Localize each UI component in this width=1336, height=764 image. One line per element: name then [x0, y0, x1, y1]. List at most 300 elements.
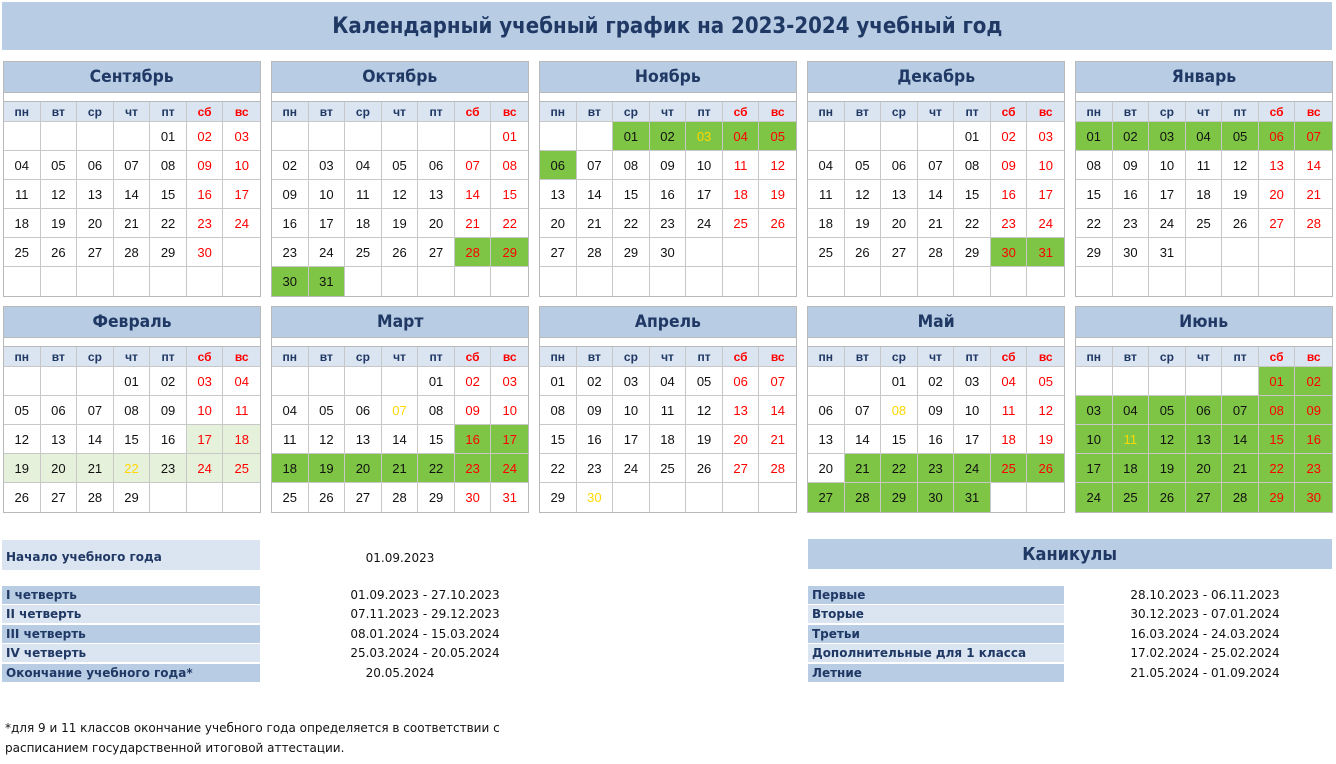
day-cell: 17: [187, 425, 224, 454]
footnote-line-2: расписанием государственной итоговой аттестации.: [5, 741, 345, 755]
day-cell: 03: [309, 151, 346, 180]
day-cell: 01: [418, 367, 455, 396]
empty-cell: [723, 238, 760, 267]
weekday-header: пн: [4, 102, 41, 122]
day-cell: 22: [540, 454, 577, 483]
day-cell: 05: [1222, 122, 1259, 151]
day-cell: 27: [808, 483, 845, 512]
day-cell: 10: [686, 151, 723, 180]
day-cell: 17: [491, 425, 528, 454]
day-cell: 19: [41, 209, 78, 238]
day-cell: 09: [1113, 151, 1150, 180]
empty-cell: [150, 483, 187, 512]
weekday-header: чт: [1186, 102, 1223, 122]
day-cell: 06: [1259, 122, 1296, 151]
day-cell: 14: [845, 425, 882, 454]
day-cell: 03: [954, 367, 991, 396]
day-cell: 01: [1259, 367, 1296, 396]
day-cell: 29: [491, 238, 528, 267]
day-cell: 29: [114, 483, 151, 512]
day-cell: 29: [954, 238, 991, 267]
day-cell: 07: [845, 396, 882, 425]
empty-cell: [150, 267, 187, 296]
empty-cell: [1259, 238, 1296, 267]
month-title: [808, 307, 1064, 338]
weekday-header: вт: [577, 347, 614, 367]
day-cell: 10: [1027, 151, 1064, 180]
day-cell: 25: [4, 238, 41, 267]
day-cell: 28: [759, 454, 796, 483]
month-spacer: [808, 93, 1064, 102]
day-cell: 14: [114, 180, 151, 209]
month-title-text: Январь: [1171, 67, 1237, 87]
day-cell: 29: [613, 238, 650, 267]
weekday-header: вт: [41, 102, 78, 122]
day-cell: 12: [759, 151, 796, 180]
day-cell: 12: [41, 180, 78, 209]
day-cell: 02: [455, 367, 492, 396]
day-cell: 06: [540, 151, 577, 180]
end-label: [2, 664, 260, 682]
month-days-grid: [1076, 102, 1332, 296]
day-cell: 21: [759, 425, 796, 454]
month-title: [272, 62, 528, 93]
month-days-grid: [540, 102, 796, 296]
day-cell: 12: [4, 425, 41, 454]
day-cell: 23: [187, 209, 224, 238]
day-cell: 17: [1149, 180, 1186, 209]
day-cell: 03: [223, 122, 260, 151]
day-cell: 13: [41, 425, 78, 454]
month-spacer: [1076, 338, 1332, 347]
weekday-header: вс: [223, 102, 260, 122]
weekday-header: чт: [1186, 347, 1223, 367]
day-cell: 10: [954, 396, 991, 425]
day-cell: 19: [382, 209, 419, 238]
day-cell: 23: [455, 454, 492, 483]
empty-cell: [759, 483, 796, 512]
day-cell: 23: [577, 454, 614, 483]
day-cell: 05: [382, 151, 419, 180]
month-title: [4, 307, 260, 338]
footnote: [5, 718, 500, 758]
day-cell: 24: [1076, 483, 1113, 512]
day-cell: 18: [4, 209, 41, 238]
day-cell: 19: [309, 454, 346, 483]
day-cell: 16: [991, 180, 1028, 209]
day-cell: 15: [540, 425, 577, 454]
day-cell: 21: [77, 454, 114, 483]
weekday-header: пт: [150, 102, 187, 122]
weekday-header: ср: [77, 347, 114, 367]
day-cell: 17: [1076, 454, 1113, 483]
day-cell: 12: [382, 180, 419, 209]
day-cell: 23: [150, 454, 187, 483]
weekday-header: вс: [1295, 102, 1332, 122]
day-cell: 23: [991, 209, 1028, 238]
vacation-dates: 16.03.2024 - 24.03.2024: [1130, 627, 1280, 641]
weekday-header: пн: [808, 347, 845, 367]
month-days-grid: [272, 102, 528, 296]
weekday-header: пт: [150, 347, 187, 367]
day-cell: 01: [540, 367, 577, 396]
day-cell: 13: [1186, 425, 1223, 454]
day-cell: 11: [272, 425, 309, 454]
day-cell: 08: [540, 396, 577, 425]
month-calendar: [807, 61, 1065, 297]
day-cell: 03: [491, 367, 528, 396]
empty-cell: [382, 367, 419, 396]
day-cell: 26: [1027, 454, 1064, 483]
day-cell: 26: [4, 483, 41, 512]
empty-cell: [223, 238, 260, 267]
day-cell: 02: [1295, 367, 1332, 396]
day-cell: 31: [954, 483, 991, 512]
vacations-title: [808, 539, 1332, 569]
weekday-header: вт: [1113, 102, 1150, 122]
day-cell: 31: [309, 267, 346, 296]
month-spacer: [540, 338, 796, 347]
weekday-header: пт: [954, 347, 991, 367]
month-title-text: Декабрь: [897, 67, 975, 87]
day-cell: 04: [345, 151, 382, 180]
day-cell: 17: [954, 425, 991, 454]
day-cell: 06: [77, 151, 114, 180]
month-calendar: [539, 61, 797, 297]
day-cell: 24: [309, 238, 346, 267]
day-cell: 25: [650, 454, 687, 483]
day-cell: 07: [577, 151, 614, 180]
day-cell: 28: [918, 238, 955, 267]
month-title-text: Сентябрь: [89, 67, 175, 87]
day-cell: 13: [1259, 151, 1296, 180]
empty-cell: [223, 483, 260, 512]
empty-cell: [686, 267, 723, 296]
day-cell: 29: [1076, 238, 1113, 267]
day-cell: 11: [723, 151, 760, 180]
month-title: [808, 62, 1064, 93]
empty-cell: [613, 267, 650, 296]
day-cell: 26: [759, 209, 796, 238]
weekday-header: чт: [382, 347, 419, 367]
weekday-header: вт: [309, 102, 346, 122]
month-calendar: [3, 61, 261, 297]
empty-cell: [418, 122, 455, 151]
day-cell: 16: [918, 425, 955, 454]
day-cell: 26: [845, 238, 882, 267]
day-cell: 29: [1259, 483, 1296, 512]
day-cell: 15: [881, 425, 918, 454]
month-days-grid: [1076, 347, 1332, 512]
day-cell: 03: [1149, 122, 1186, 151]
day-cell: 26: [686, 454, 723, 483]
day-cell: 22: [1076, 209, 1113, 238]
weekday-header: пн: [1076, 102, 1113, 122]
day-cell: 04: [808, 151, 845, 180]
day-cell: 03: [613, 367, 650, 396]
day-cell: 30: [455, 483, 492, 512]
day-cell: 14: [918, 180, 955, 209]
day-cell: 14: [455, 180, 492, 209]
day-cell: 13: [723, 396, 760, 425]
weekday-header: ср: [613, 102, 650, 122]
weekday-header: вс: [1295, 347, 1332, 367]
day-cell: 29: [881, 483, 918, 512]
empty-cell: [1027, 267, 1064, 296]
weekday-header: ср: [613, 347, 650, 367]
day-cell: 11: [1113, 425, 1150, 454]
empty-cell: [455, 267, 492, 296]
month-calendar: [271, 61, 529, 297]
day-cell: 03: [686, 122, 723, 151]
day-cell: 01: [613, 122, 650, 151]
month-title: [272, 307, 528, 338]
weekday-header: пт: [686, 347, 723, 367]
day-cell: 26: [1149, 483, 1186, 512]
empty-cell: [418, 267, 455, 296]
day-cell: 13: [418, 180, 455, 209]
empty-cell: [808, 267, 845, 296]
day-cell: 11: [808, 180, 845, 209]
weekday-header: вс: [1027, 347, 1064, 367]
weekday-header: пн: [540, 102, 577, 122]
quarter-dates: 01.09.2023 - 27.10.2023: [350, 588, 500, 602]
day-cell: 18: [345, 209, 382, 238]
month-days-grid: [4, 347, 260, 512]
weekday-header: пн: [4, 347, 41, 367]
day-cell: 27: [418, 238, 455, 267]
day-cell: 08: [1259, 396, 1296, 425]
day-cell: 05: [4, 396, 41, 425]
day-cell: 18: [1113, 454, 1150, 483]
day-cell: 17: [686, 180, 723, 209]
day-cell: 12: [1027, 396, 1064, 425]
day-cell: 31: [491, 483, 528, 512]
day-cell: 02: [187, 122, 224, 151]
empty-cell: [1076, 367, 1113, 396]
day-cell: 09: [187, 151, 224, 180]
month-spacer: [808, 338, 1064, 347]
day-cell: 25: [272, 483, 309, 512]
weekday-header: ср: [77, 102, 114, 122]
month-days-grid: [540, 347, 796, 512]
day-cell: 02: [577, 367, 614, 396]
month-title: [1076, 62, 1332, 93]
day-cell: 10: [1149, 151, 1186, 180]
day-cell: 30: [918, 483, 955, 512]
empty-cell: [759, 238, 796, 267]
empty-cell: [77, 367, 114, 396]
day-cell: 22: [114, 454, 151, 483]
weekday-header: ср: [1149, 102, 1186, 122]
month-days-grid: [808, 102, 1064, 296]
empty-cell: [650, 267, 687, 296]
month-spacer: [272, 93, 528, 102]
day-cell: 09: [650, 151, 687, 180]
empty-cell: [309, 367, 346, 396]
day-cell: 30: [187, 238, 224, 267]
weekday-header: сб: [1259, 347, 1296, 367]
weekday-header: вт: [41, 347, 78, 367]
empty-cell: [223, 267, 260, 296]
day-cell: 23: [1113, 209, 1150, 238]
day-cell: 18: [991, 425, 1028, 454]
empty-cell: [540, 267, 577, 296]
empty-cell: [382, 122, 419, 151]
weekday-header: сб: [455, 347, 492, 367]
day-cell: 28: [845, 483, 882, 512]
day-cell: 08: [1076, 151, 1113, 180]
day-cell: 17: [1027, 180, 1064, 209]
day-cell: 15: [418, 425, 455, 454]
weekday-header: сб: [1259, 102, 1296, 122]
day-cell: 27: [540, 238, 577, 267]
day-cell: 14: [382, 425, 419, 454]
empty-cell: [345, 367, 382, 396]
day-cell: 31: [1149, 238, 1186, 267]
weekday-header: вт: [309, 347, 346, 367]
day-cell: 27: [1186, 483, 1223, 512]
weekday-header: вс: [759, 347, 796, 367]
day-cell: 22: [954, 209, 991, 238]
weekday-header: чт: [650, 102, 687, 122]
day-cell: 24: [954, 454, 991, 483]
day-cell: 06: [808, 396, 845, 425]
empty-cell: [272, 367, 309, 396]
day-cell: 24: [223, 209, 260, 238]
empty-cell: [187, 267, 224, 296]
weekday-header: сб: [187, 347, 224, 367]
day-cell: 09: [272, 180, 309, 209]
day-cell: 07: [1222, 396, 1259, 425]
day-cell: 21: [845, 454, 882, 483]
month-calendar: [271, 306, 529, 513]
quarter-dates: 07.11.2023 - 29.12.2023: [350, 607, 500, 621]
day-cell: 05: [1027, 367, 1064, 396]
day-cell: 24: [1149, 209, 1186, 238]
day-cell: 08: [954, 151, 991, 180]
day-cell: 25: [345, 238, 382, 267]
day-cell: 11: [650, 396, 687, 425]
empty-cell: [114, 122, 151, 151]
weekday-header: чт: [918, 347, 955, 367]
day-cell: 18: [272, 454, 309, 483]
day-cell: 11: [4, 180, 41, 209]
empty-cell: [1113, 367, 1150, 396]
day-cell: 30: [272, 267, 309, 296]
day-cell: 28: [77, 483, 114, 512]
day-cell: 04: [223, 367, 260, 396]
empty-cell: [455, 122, 492, 151]
day-cell: 07: [455, 151, 492, 180]
day-cell: 19: [1149, 454, 1186, 483]
empty-cell: [41, 367, 78, 396]
day-cell: 15: [613, 180, 650, 209]
month-spacer: [1076, 93, 1332, 102]
empty-cell: [1295, 267, 1332, 296]
month-title: [540, 307, 796, 338]
weekday-header: вс: [491, 102, 528, 122]
empty-cell: [759, 267, 796, 296]
empty-cell: [1295, 238, 1332, 267]
day-cell: 28: [1295, 209, 1332, 238]
weekday-header: ср: [881, 347, 918, 367]
day-cell: 05: [41, 151, 78, 180]
day-cell: 18: [808, 209, 845, 238]
day-cell: 28: [577, 238, 614, 267]
empty-cell: [1186, 238, 1223, 267]
empty-cell: [845, 122, 882, 151]
day-cell: 15: [114, 425, 151, 454]
weekday-header: сб: [991, 102, 1028, 122]
weekday-header: пн: [540, 347, 577, 367]
day-cell: 25: [1113, 483, 1150, 512]
empty-cell: [272, 122, 309, 151]
empty-cell: [4, 367, 41, 396]
month-title: [1076, 307, 1332, 338]
page-title: [2, 2, 1332, 50]
weekday-header: чт: [114, 347, 151, 367]
empty-cell: [954, 267, 991, 296]
day-cell: 27: [723, 454, 760, 483]
day-cell: 30: [1113, 238, 1150, 267]
empty-cell: [808, 367, 845, 396]
empty-cell: [1076, 267, 1113, 296]
day-cell: 15: [491, 180, 528, 209]
day-cell: 02: [1113, 122, 1150, 151]
month-calendar: [539, 306, 797, 513]
weekday-header: сб: [455, 102, 492, 122]
day-cell: 21: [1222, 454, 1259, 483]
empty-cell: [808, 122, 845, 151]
day-cell: 01: [150, 122, 187, 151]
day-cell: 30: [1295, 483, 1332, 512]
day-cell: 05: [1149, 396, 1186, 425]
empty-cell: [650, 483, 687, 512]
weekday-header: пт: [1222, 347, 1259, 367]
day-cell: 20: [808, 454, 845, 483]
day-cell: 16: [272, 209, 309, 238]
day-cell: 02: [650, 122, 687, 151]
day-cell: 23: [650, 209, 687, 238]
empty-cell: [382, 267, 419, 296]
weekday-header: вс: [491, 347, 528, 367]
day-cell: 20: [41, 454, 78, 483]
day-cell: 01: [881, 367, 918, 396]
month-title-text: Июнь: [1179, 312, 1229, 332]
empty-cell: [77, 267, 114, 296]
weekday-header: пт: [418, 347, 455, 367]
day-cell: 25: [223, 454, 260, 483]
day-cell: 04: [723, 122, 760, 151]
month-days-grid: [4, 102, 260, 296]
weekday-header: чт: [650, 347, 687, 367]
month-spacer: [540, 93, 796, 102]
day-cell: 08: [150, 151, 187, 180]
weekday-header: сб: [723, 347, 760, 367]
day-cell: 21: [382, 454, 419, 483]
day-cell: 07: [77, 396, 114, 425]
empty-cell: [1259, 267, 1296, 296]
day-cell: 05: [309, 396, 346, 425]
day-cell: 12: [845, 180, 882, 209]
day-cell: 13: [881, 180, 918, 209]
day-cell: 26: [309, 483, 346, 512]
day-cell: 23: [1295, 454, 1332, 483]
weekday-header: вс: [223, 347, 260, 367]
vacations-title-text: Каникулы: [1022, 543, 1118, 565]
empty-cell: [577, 267, 614, 296]
